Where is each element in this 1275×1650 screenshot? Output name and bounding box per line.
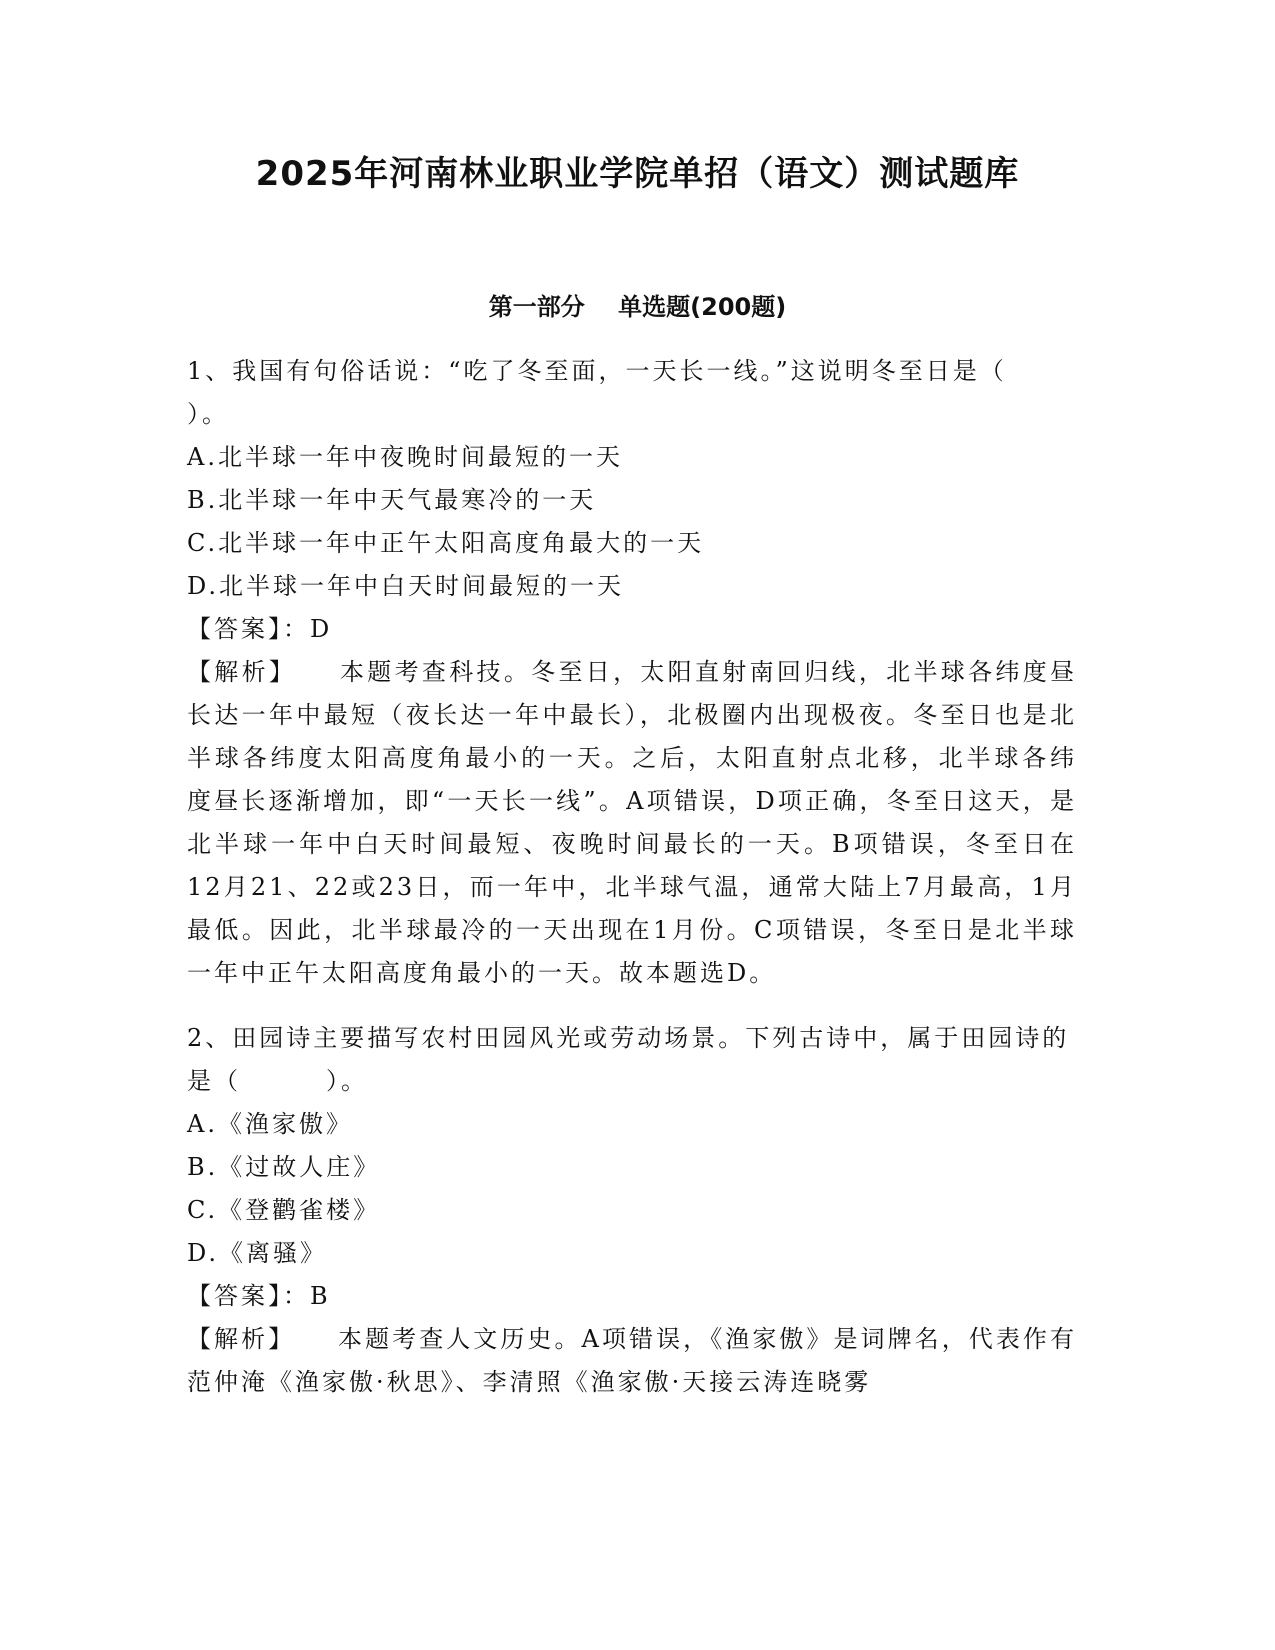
question-1 xyxy=(187,350,1092,995)
option-a: A.北半球一年中夜晚时间最短的一天 xyxy=(187,443,623,471)
question-stem: 1、我国有句俗话说：“吃了冬至面，一天长一线。”这说明冬至日是（ ）。 xyxy=(187,357,1092,428)
explanation-text: 【解析】 本题考查科技。冬至日，太阳直射南回归线，北半球各纬度昼长达一年中最短（夜长达一年中最长），北极圈内出现极夜。冬至日也是北半球各纬度太阳高度角最小的一天。之后，太阳直射点北移，北半球各纬度昼长逐渐增加，即“一天长一线”。A项错误，D项正确，冬至日这天，是北半球一年中白天时间最短、夜晚时间最长的一天。B项错误，冬至日在12月21、22或23日，而一年中，北半球气温，通常大陆上7月最高，1月最低。因此，北半球最冷的一天出现在1月份。C项错误，冬至日是北半球一年中正午太阳高度角最小的一天。故本题选D。 xyxy=(187,658,1077,987)
option-b: B.《过故人庄》 xyxy=(187,1153,381,1181)
document-title: 2025年河南林业职业学院单招（语文）测试题库 xyxy=(255,154,1020,194)
answer-line: 【答案】：D xyxy=(187,615,333,643)
question-2 xyxy=(187,1017,1077,1404)
option-c: C.北半球一年中正午太阳高度角最大的一天 xyxy=(187,529,705,557)
answer-line: 【答案】：B xyxy=(187,1282,331,1310)
question-list xyxy=(187,350,1092,1404)
option-d: D.北半球一年中白天时间最短的一天 xyxy=(187,572,625,600)
option-c: C.《登鹳雀楼》 xyxy=(187,1196,381,1224)
option-a: A.《渔家傲》 xyxy=(187,1110,353,1138)
option-b: B.北半球一年中天气最寒冷的一天 xyxy=(187,486,597,514)
explanation-text: 【解析】 本题考查人文历史。A项错误，《渔家傲》是词牌名，代表作有范仲淹《渔家傲·秋思》、李清照《渔家傲·天接云涛连晓雾 xyxy=(187,1325,1077,1396)
option-d: D.《离骚》 xyxy=(187,1239,328,1267)
section-heading: 第一部分 单选题(200题) xyxy=(488,293,787,321)
question-stem: 2、田园诗主要描写农村田园风光或劳动场景。下列古诗中，属于田园诗的是（ ）。 xyxy=(187,1024,1070,1095)
